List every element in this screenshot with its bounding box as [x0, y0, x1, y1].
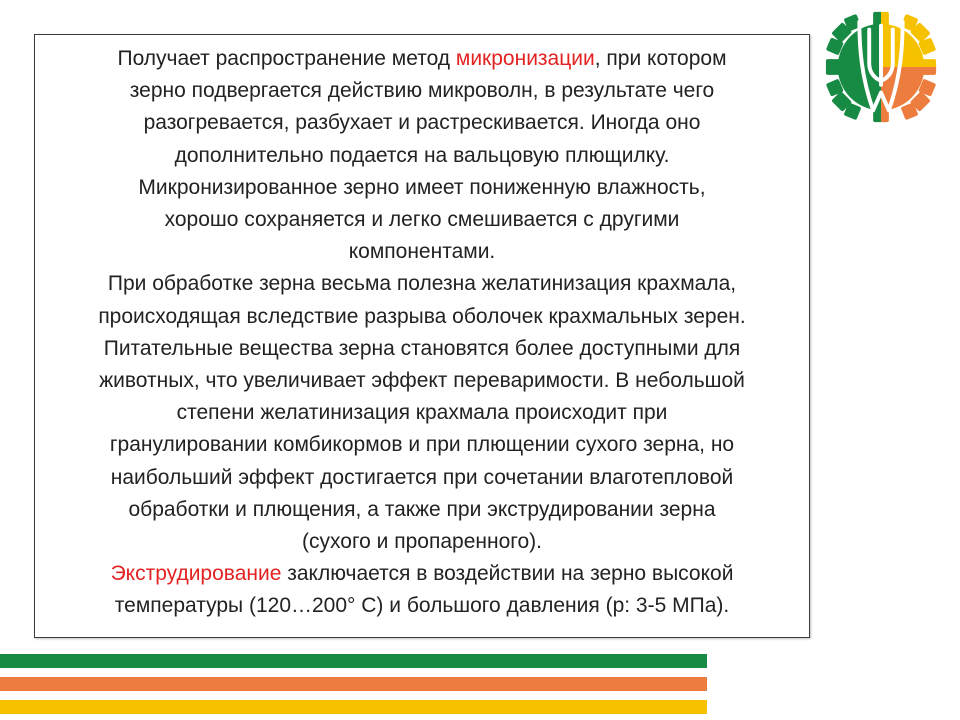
text-line	[45, 172, 799, 204]
text-segment: температуры (120…200° С) и большого давления (р: 3-5 МПа).	[114, 594, 730, 618]
text-segment: Микронизированное зерно имеет пониженную влажность,	[138, 175, 706, 199]
text-line	[45, 558, 799, 590]
text-line	[45, 333, 799, 365]
text-line	[45, 43, 799, 75]
text-segment: наибольший эффект достигается при сочетании влаготепловой	[110, 465, 734, 489]
text-segment: (сухого и пропаренного).	[302, 530, 542, 554]
text-segment: животных, что увеличивает эффект переваримости. В небольшой	[99, 369, 745, 393]
text-line	[45, 236, 799, 268]
text-line	[45, 140, 799, 172]
text-line	[45, 301, 799, 333]
text-segment: При обработке зерна весьма полезна желатинизация крахмала,	[107, 272, 737, 296]
gear-wheat-logo-icon	[822, 8, 940, 126]
body-text	[45, 43, 799, 623]
yellow-stripe	[0, 700, 707, 714]
text-segment: , при котором	[594, 47, 727, 70]
orange-stripe	[0, 677, 707, 691]
text-segment: компонентами.	[348, 240, 496, 264]
text-segment: обработки и плющения, а также при экструдировании зерна	[128, 497, 716, 521]
text-line	[45, 429, 799, 461]
text-segment: происходящая вследствие разрыва оболочек крахмальных зерен.	[98, 304, 746, 328]
text-line	[45, 268, 799, 300]
text-line	[45, 462, 799, 494]
text-segment: разогревается, разбухает и растрескивается. Иногда оно	[143, 111, 701, 135]
text-line	[45, 526, 799, 558]
text-line	[45, 397, 799, 429]
text-line	[45, 107, 799, 139]
text-segment: зерно подвергается действию микроволн, в результате чего	[129, 79, 715, 103]
green-stripe	[0, 654, 707, 668]
highlighted-term: Экструдирование	[110, 562, 282, 586]
highlighted-term: микронизации	[455, 47, 595, 70]
text-line	[45, 75, 799, 107]
text-segment: дополнительно подается на вальцовую плющилку.	[174, 143, 670, 167]
text-segment: заключается в воздействии на зерно высокой	[281, 562, 734, 586]
content-text-box	[34, 34, 810, 638]
text-segment: Питательные вещества зерна становятся более доступными для	[103, 336, 741, 360]
text-segment: степени желатинизация крахмала происходит при	[176, 401, 668, 425]
text-line	[45, 590, 799, 622]
text-segment: Получает распространение метод	[117, 47, 456, 70]
text-segment: хорошо сохраняется и легко смешивается с другими	[164, 208, 680, 232]
text-segment: гранулировании комбикормов и при плющении сухого зерна, но	[109, 433, 735, 457]
text-line	[45, 365, 799, 397]
text-line	[45, 204, 799, 236]
text-line	[45, 494, 799, 526]
